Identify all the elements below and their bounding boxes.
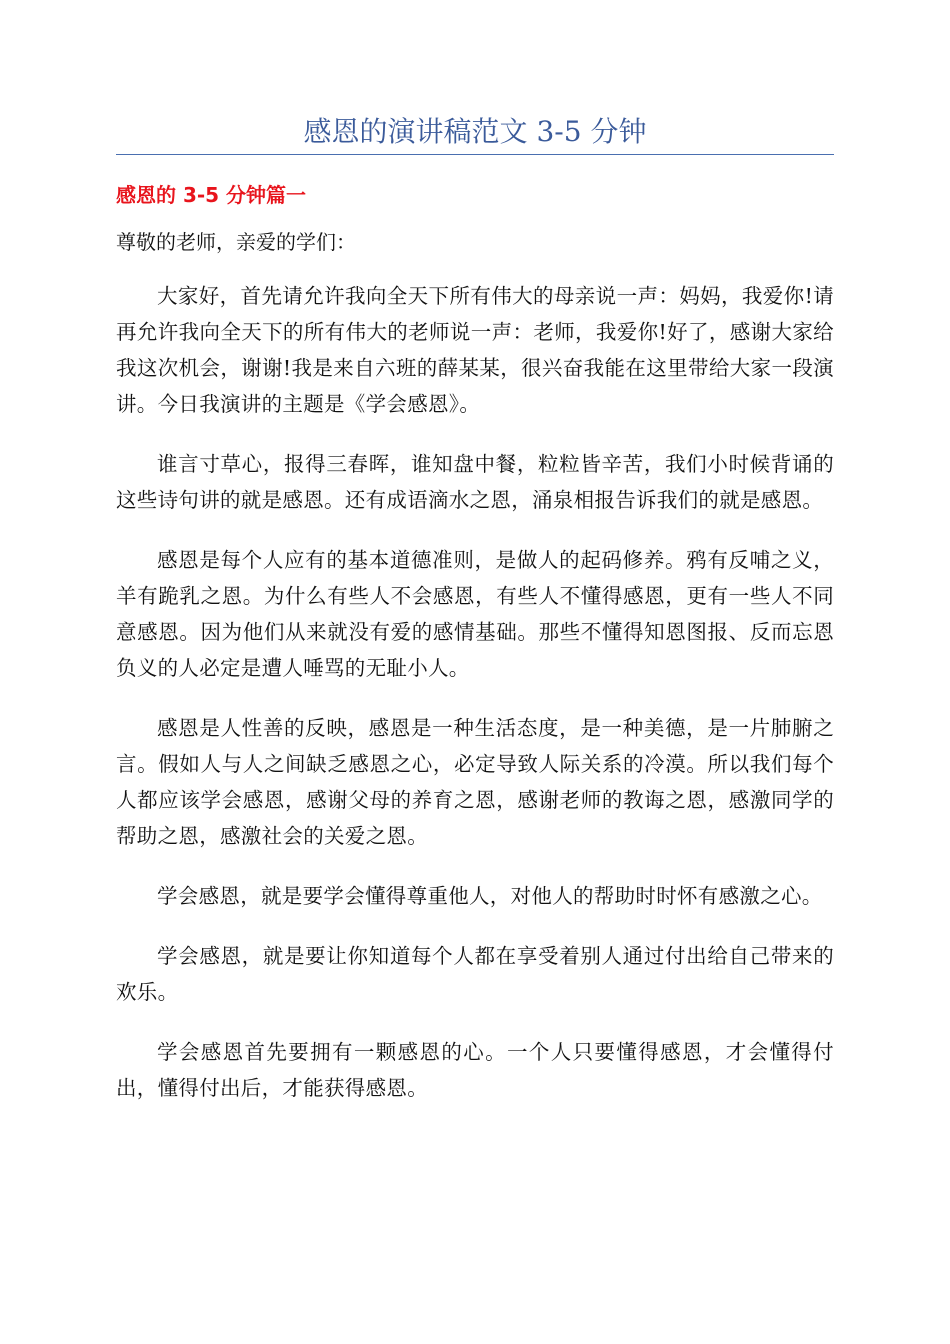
speech-body [116,278,834,1130]
paragraph-5: 学会感恩，就是要学会懂得尊重他人，对他人的帮助时时怀有感激之心。 [157,884,823,908]
paragraph-2: 谁言寸草心，报得三春晖，谁知盘中餐，粒粒皆辛苦，我们小时候背诵的这些诗句讲的就是感恩。还有成语滴水之恩，涌泉相报告诉我们的就是感恩。 [116,452,834,512]
paragraph-1: 大家好，首先请允许我向全天下所有伟大的母亲说一声：妈妈，我爱你!请再允许我向全天下的所有伟大的老师说一声：老师，我爱你!好了，感谢大家给我这次机会，谢谢!我是来自六班的薛某某，很兴奋我能在这里带给大家一段演讲。今日我演讲的主题是《学会感恩》。 [116,284,834,416]
salutation: 尊敬的老师，亲爱的学们： [116,230,356,254]
document-title: 感恩的演讲稿范文 3-5 分钟 [303,115,647,148]
paragraph-4: 感恩是人性善的反映，感恩是一种生活态度，是一种美德，是一片肺腑之言。假如人与人之间缺乏感恩之心，必定导致人际关系的冷漠。所以我们每个人都应该学会感恩，感谢父母的养育之恩，感谢老师的教诲之恩，感激同学的帮助之恩，感激社会的关爱之恩。 [116,716,834,848]
section-heading: 感恩的 3-5 分钟篇一 [116,183,307,207]
paragraph-6: 学会感恩，就是要让你知道每个人都在享受着别人通过付出给自己带来的欢乐。 [116,944,834,1004]
paragraph-7: 学会感恩首先要拥有一颗感恩的心。一个人只要懂得感恩，才会懂得付出，懂得付出后，才能获得感恩。 [116,1040,834,1100]
title-underline [116,154,834,155]
paragraph-3: 感恩是每个人应有的基本道德准则，是做人的起码修养。鸦有反哺之义，羊有跪乳之恩。为什么有些人不会感恩，有些人不懂得感恩，更有一些人不同意感恩。因为他们从来就没有爱的感情基础。那些不懂得知恩图报、反而忘恩负义的人必定是遭人唾骂的无耻小人。 [116,548,834,680]
